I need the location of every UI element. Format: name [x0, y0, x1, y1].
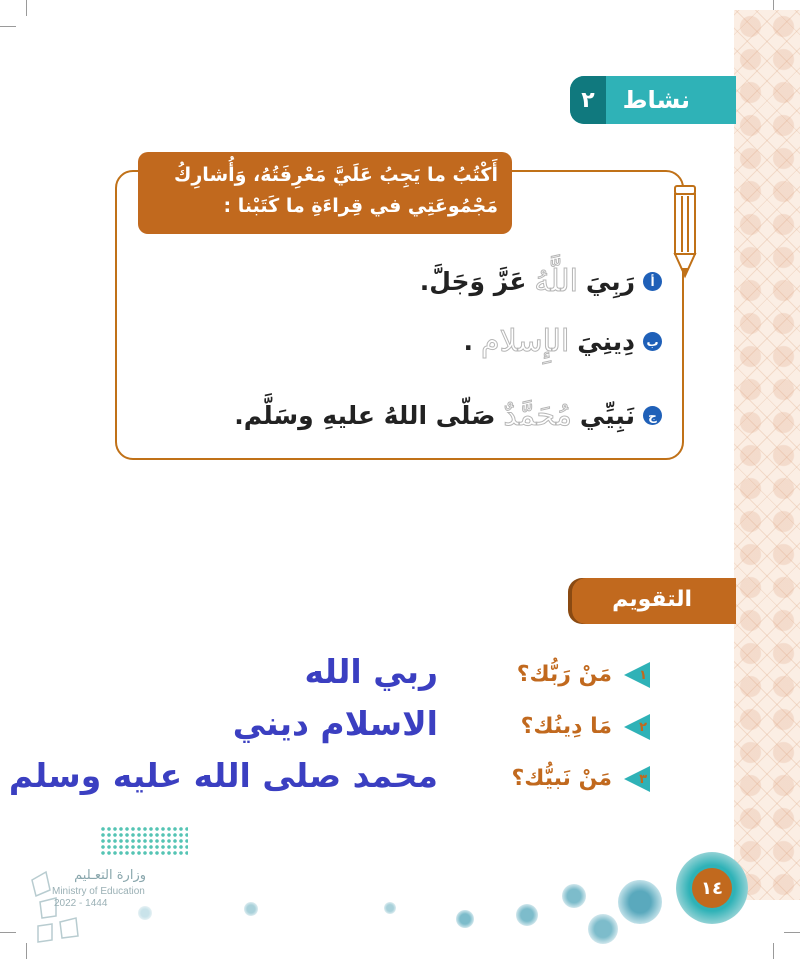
item-text-before: دِينِيَ — [577, 327, 635, 356]
decorative-rosette — [138, 906, 152, 920]
traced-word: اللَّهُ — [534, 264, 578, 299]
evaluation-title: التقويم — [612, 587, 692, 612]
evaluation-header — [572, 578, 736, 624]
item-text-after: صَلّى اللهُ عليهِ وسَلَّم. — [234, 401, 496, 430]
decorative-rosette — [244, 902, 258, 916]
handwritten-answer: محمد صلى الله عليه وسلم — [8, 756, 438, 795]
traced-word: مُحَمَّدٌ — [503, 398, 572, 433]
ministry-name-arabic: وزارة التعـليم — [74, 868, 146, 883]
activity-item-b — [464, 324, 662, 359]
crop-mark — [0, 932, 16, 933]
question-row-2 — [90, 704, 650, 752]
traced-word: الإِسلام — [481, 324, 570, 359]
item-text-after: . — [463, 327, 474, 356]
activity-instruction: أَكْتُبُ ما يَجِبُ عَلَيَّ مَعْرِفَتُهُ، وَأُشارِكُ مَجْمُوعَتِي في قِراءَةِ ما كَتَبْنا : — [138, 152, 512, 234]
question-number: ٢ — [639, 720, 647, 735]
ministry-name-english: Ministry of Education — [52, 886, 145, 897]
question-text: مَنْ رَبُّك؟ — [516, 662, 612, 687]
decorative-rosette — [516, 904, 538, 926]
crop-mark — [0, 26, 16, 27]
decorative-rosette — [618, 880, 662, 924]
question-text: مَنْ نَبيُّك؟ — [511, 766, 612, 791]
ministry-logo-dots — [100, 826, 188, 856]
item-text-before: رَبِيَ — [585, 267, 635, 296]
activity-header — [570, 76, 736, 124]
question-number: ٣ — [639, 772, 647, 787]
question-text: مَا دِينُك؟ — [520, 714, 612, 739]
item-letter-badge: ب — [643, 332, 662, 351]
decorative-rosette — [456, 910, 474, 928]
ministry-year: 2022 - 1444 — [54, 898, 108, 909]
crop-mark — [26, 0, 27, 16]
item-letter-badge: ج — [643, 406, 662, 425]
activity-item-c — [234, 398, 662, 433]
decorative-side-pattern — [734, 10, 800, 900]
decorative-rosette — [562, 884, 586, 908]
pencil-icon — [670, 184, 700, 280]
question-number: ١ — [639, 668, 647, 683]
crop-mark — [784, 932, 800, 933]
item-letter-badge: أ — [643, 272, 662, 291]
item-text-before: نَبِيِّي — [579, 401, 635, 430]
decorative-rosette — [588, 914, 618, 944]
crop-mark — [773, 943, 774, 959]
item-text-after: عَزَّ وَجَلَّ. — [419, 267, 527, 296]
handwritten-answer: ربي الله — [304, 652, 438, 691]
handwritten-answer: الاسلام ديني — [232, 704, 438, 743]
question-row-3 — [8, 756, 650, 804]
activity-number: ٢ — [570, 76, 606, 124]
decorative-rosette — [384, 902, 396, 914]
page-number: ١٤ — [692, 868, 732, 908]
activity-title: نشاط — [622, 86, 690, 114]
question-row-1 — [90, 652, 650, 700]
activity-item-a — [420, 264, 662, 299]
